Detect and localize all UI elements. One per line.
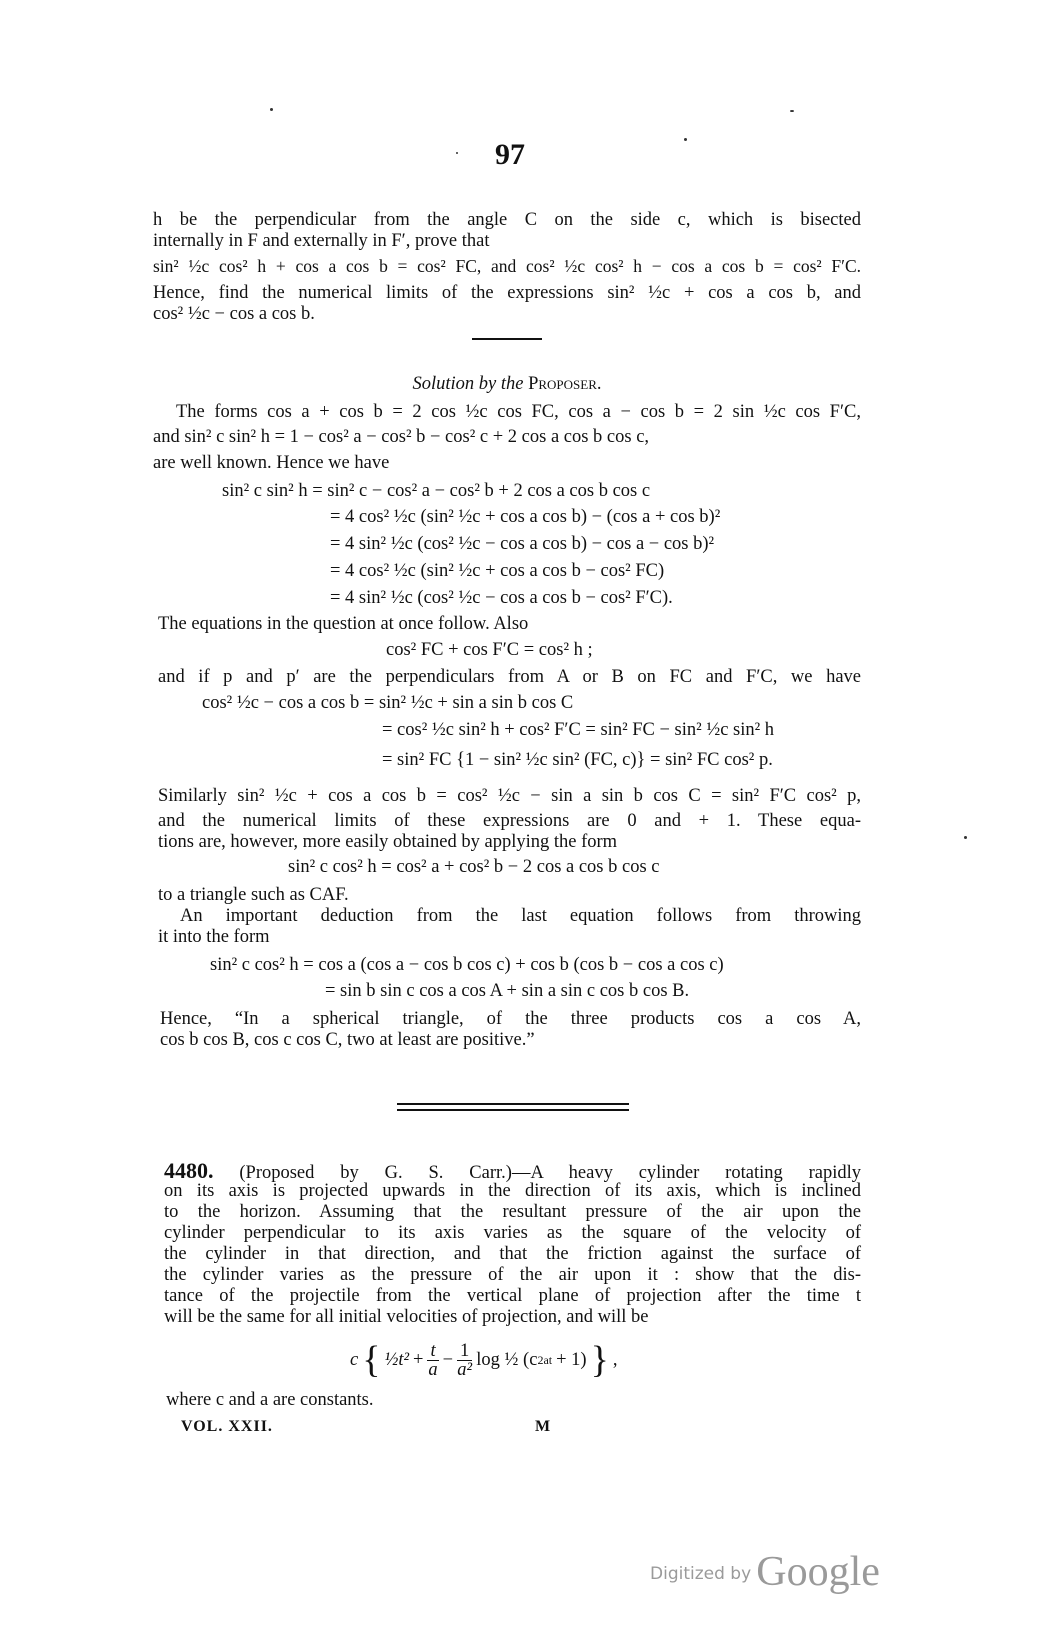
- fraction-t-over-a: [427, 1342, 438, 1379]
- problem-line: cylinder perpendicular to its axis varies as the square of the velocity of: [164, 1223, 861, 1243]
- equation-line: = sin² FC {1 − sin² ½c sin² (FC, c)} = sin² FC cos² p.: [382, 750, 773, 770]
- double-divider-bottom: [397, 1109, 629, 1111]
- google-logo: Google: [756, 1549, 880, 1595]
- conclusion-line: Hence, “In a spherical triangle, of the three products cos a cos A,: [160, 1009, 861, 1029]
- fraction-denominator: a²: [457, 1359, 473, 1380]
- solution-heading-italic: Solution by the: [412, 374, 524, 394]
- problem-line: the cylinder varies as the pressure of the air upon it : show that the dis-: [164, 1265, 861, 1285]
- equation-line: = cos² ½c sin² h + cos² F′C = sin² FC − sin² ½c sin² h: [382, 720, 775, 740]
- equation-line: sin² c cos² h = cos a (cos a − cos b cos c) + cos b (cos b − cos a cos c): [210, 955, 724, 975]
- fraction-numerator: 1: [457, 1342, 472, 1361]
- minus-sign: −: [442, 1349, 454, 1370]
- problem-proposer: (Proposed by G. S. Carr.): [239, 1163, 512, 1183]
- equation-line: = 4 sin² ½c (cos² ½c − cos a cos b − cos² F′C).: [330, 588, 673, 608]
- fraction-numerator: t: [427, 1342, 438, 1361]
- solution-line: The forms cos a + cos b = 2 cos ½c cos FC, cos a − cos b = 2 sin ½c cos F′C,: [176, 402, 861, 422]
- solution-line: and sin² c sin² h = 1 − cos² a − cos² b − cos² c + 2 cos a cos b cos c,: [153, 427, 650, 447]
- plus-sign: +: [413, 1349, 424, 1370]
- signature-mark: M: [535, 1418, 552, 1435]
- google-watermark: [650, 1548, 880, 1596]
- text-line: and the numerical limits of these expressions are 0 and + 1. These equa-: [158, 811, 861, 831]
- right-brace: }: [590, 1339, 609, 1381]
- left-brace: {: [362, 1339, 381, 1381]
- digitized-label: Digitized by: [650, 1564, 752, 1584]
- similarly-line: Similarly sin² ½c + cos a cos b = cos² ½c − sin a sin b cos C = sin² F′C cos² p,: [158, 786, 861, 806]
- conclusion-line: cos b cos B, cos c cos C, two at least are positive.”: [160, 1030, 535, 1050]
- problem-line: the cylinder in that direction, and that the friction against the surface of: [164, 1244, 861, 1264]
- scan-speck: [964, 836, 967, 839]
- intro-line: cos² ½c − cos a cos b.: [153, 304, 315, 324]
- formula-log: log ½ (c: [476, 1349, 538, 1370]
- text-line: An important deduction from the last equation follows from throwing: [180, 906, 861, 926]
- solution-heading: [153, 374, 861, 395]
- intro-line: Hence, find the numerical limits of the expressions sin² ½c + cos a cos b, and: [153, 283, 861, 303]
- formula-lead: c: [350, 1349, 359, 1370]
- text-line: tions are, however, more easily obtained by applying the form: [158, 832, 618, 852]
- problem-line: to the horizon. Assuming that the resultant pressure of the air upon the: [164, 1202, 861, 1222]
- fraction-denominator: a: [428, 1359, 438, 1380]
- scan-speck: [790, 110, 794, 112]
- solution-line: are well known. Hence we have: [153, 453, 390, 473]
- closing-line: where c and a are constants.: [166, 1390, 374, 1410]
- problem-line: will be the same for all initial velocities of projection, and will be: [164, 1307, 649, 1327]
- short-divider: [472, 338, 542, 340]
- text-line: to a triangle such as CAF.: [158, 885, 349, 905]
- equation-line: = 4 cos² ½c (sin² ½c + cos a cos b − cos² FC): [330, 561, 665, 581]
- equation-line: cos² ½c − cos a cos b = sin² ½c + sin a sin b cos C: [202, 693, 574, 713]
- solution-heading-caps: Proposer.: [528, 374, 602, 394]
- equation-line: = 4 sin² ½c (cos² ½c − cos a cos b) − cos a − cos b)²: [330, 534, 715, 554]
- problem-line: on its axis is projected upwards in the direction of its axis, which is inclined: [164, 1181, 861, 1201]
- intro-line: sin² ½c cos² h + cos a cos b = cos² FC, and cos² ½c cos² h − cos a cos b = cos² F′C.: [153, 256, 861, 276]
- problem-formula: c { ½t² + $\frac{t}{a}$ − $\frac{1}{\text{a²}}$ log ½ (c 2at + 1) } ,: [350, 1339, 618, 1381]
- equation-line: cos² FC + cos F′C = cos² h ;: [386, 640, 593, 660]
- problem-line: —A heavy cylinder rotating rapidly: [511, 1163, 861, 1183]
- text-line: and if p and p′ are the perpendiculars from A or B on FC and F′C, we have: [158, 667, 861, 687]
- formula-half-t2: ½t²: [384, 1349, 410, 1370]
- equation-line: sin² c cos² h = cos² a + cos² b − 2 cos a cos b cos c: [288, 857, 660, 877]
- text-line: The equations in the question at once follow. Also: [158, 614, 529, 634]
- double-divider-top: [397, 1103, 629, 1105]
- equation-line: = sin b sin c cos a cos A + sin a sin c cos b cos B.: [325, 981, 690, 1001]
- intro-line: h be the perpendicular from the angle C on the side c, which is bisected: [153, 210, 861, 230]
- volume-footer: VOL. XXII.: [181, 1418, 273, 1435]
- formula-exponent: 2at: [537, 1352, 553, 1367]
- scan-speck: [270, 108, 273, 111]
- page-number: 97: [495, 138, 525, 171]
- text-line: it into the form: [158, 927, 270, 947]
- equation-line: = 4 cos² ½c (sin² ½c + cos a cos b) − (cos a + cos b)²: [330, 507, 721, 527]
- formula-tail: + 1): [556, 1349, 587, 1370]
- intro-line: internally in F and externally in F′, prove that: [153, 231, 490, 251]
- problem-number: 4480.: [164, 1158, 214, 1183]
- problem-line: tance of the projectile from the vertical plane of projection after the time t: [164, 1286, 861, 1306]
- fraction-1-over-a2: [457, 1342, 472, 1379]
- equation-line: sin² c sin² h = sin² c − cos² a − cos² b + 2 cos a cos b cos c: [222, 481, 651, 501]
